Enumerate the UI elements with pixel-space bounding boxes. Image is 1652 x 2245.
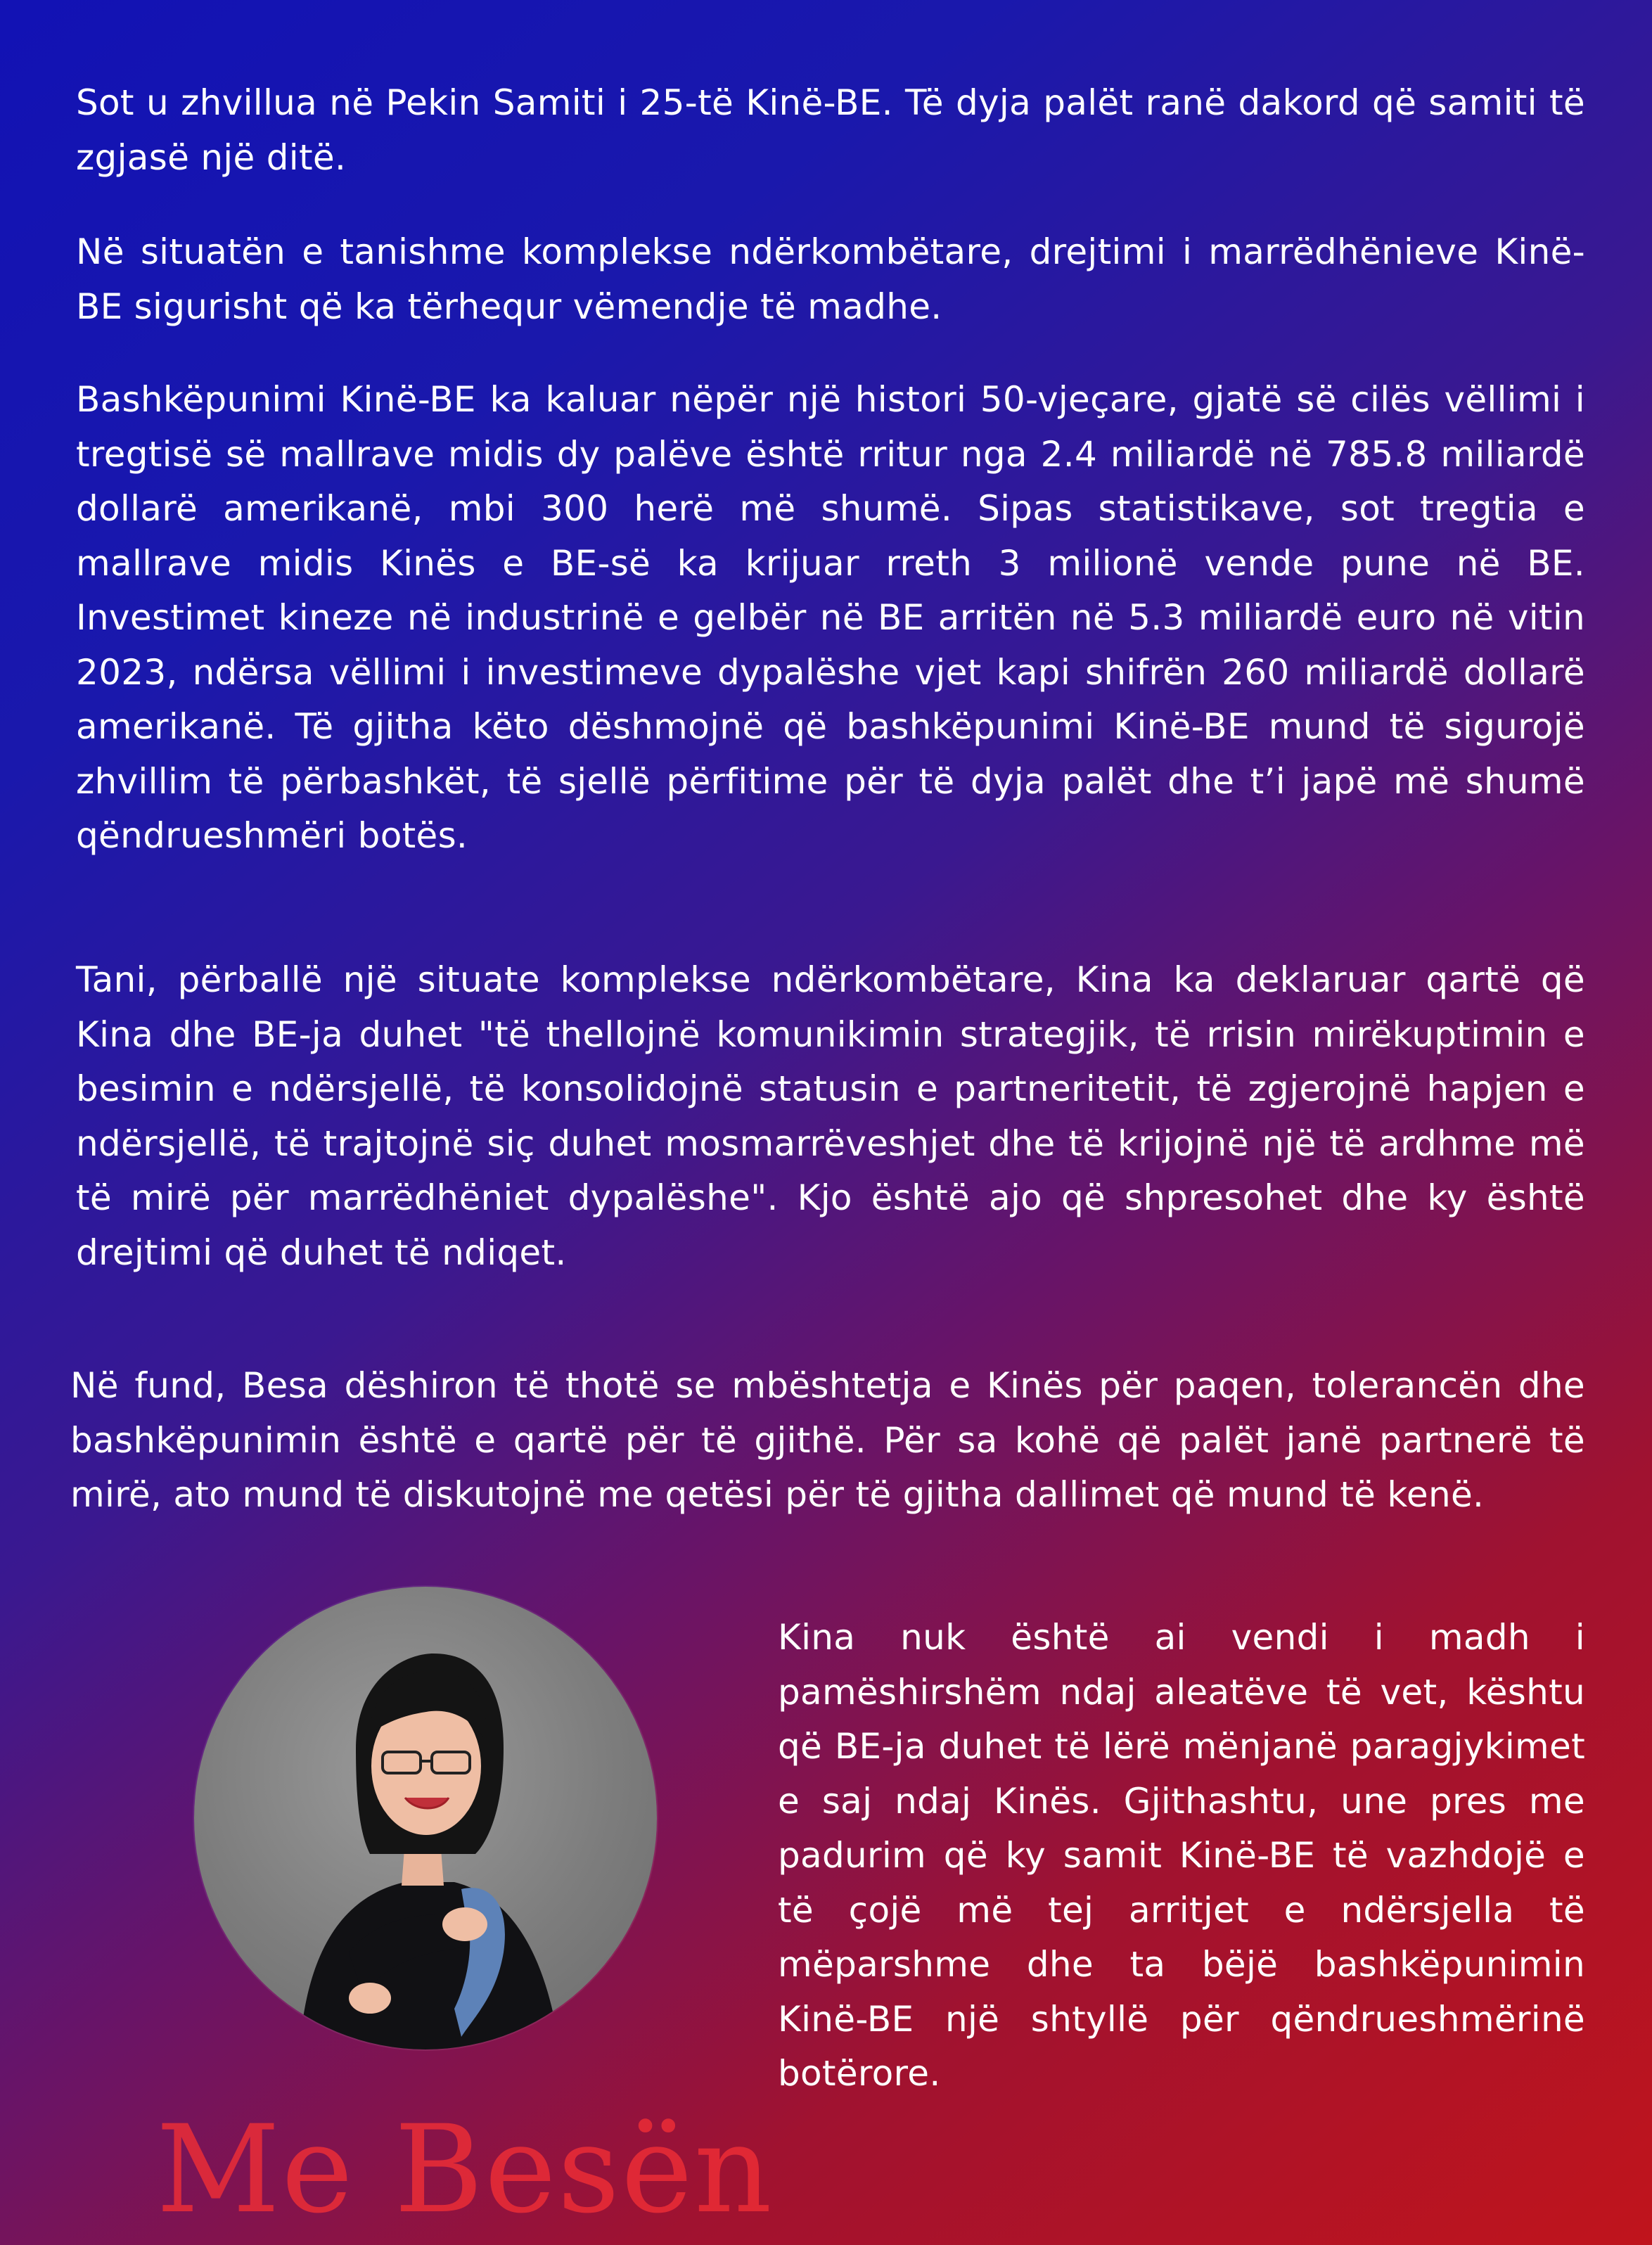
portrait-illustration <box>194 1587 657 2049</box>
author-portrait <box>194 1587 657 2049</box>
paragraph-situation: Në situatën e tanishme komplekse ndërkombëtare, drejtimi i marrëdhënieve Kinë-BE sigurisht që ka tërhequr vëmendje të madhe. <box>76 231 1585 327</box>
paragraph-cooperation-history: Bashkëpunimi Kinë-BE ka kaluar nëpër një histori 50-vjeçare, gjatë së cilës vëllimi i tregtisë së mallrave midis dy palëve është rritur nga 2.4 miliardë në 785.8 miliardë dollarë amerikanë, mbi 300 herë më shumë. Sipas statistikave, sot tregtia e mallrave midis Kinës e BE-së ka krijuar rreth 3 milionë vende pune në BE. Investimet kineze në industrinë e gelbër në BE arritën në 5.3 miliardë euro në vitin 2023, ndërsa vëllimi i investimeve dypalëshe vjet kapi shifrën 260 miliardë dollarë amerikanë. Të gjitha këto dëshmojnë që bashkëpunimi Kinë-BE mund të sigurojë zhvillim të përbashkët, të sjellë përfitime për të dyja palët dhe t’i japë më shumë qëndrueshmëri botës. <box>76 379 1585 856</box>
paragraph-intro: Sot u zhvillua në Pekin Samiti i 25-të Kinë-BE. Të dyja palët ranë dakord që samiti të zgjasë një ditë. <box>76 82 1585 178</box>
paragraph-closing-hope: Kina nuk është ai vendi i madh i pamëshirshëm ndaj aleatëve të vet, kështu që BE-ja duhet të lërë mënjanë paragjykimet e saj ndaj Kinës. Gjithashtu, une pres me padurim që ky samit Kinë-BE të vazhdojë e të çojë më tej arritjet e ndërsjella të mëparshme dhe ta bëjë bashkëpunimin Kinë-BE një shtyllë për qëndrueshmërinë botërore. <box>778 1617 1585 2094</box>
paragraph-china-position: Tani, përballë një situate komplekse ndërkombëtare, Kina ka deklaruar qartë që Kina dhe BE-ja duhet "të thellojnë komunikimin strategjik, të rrisin mirëkuptimin e besimin e ndërsjellë, të konsolidojnë statusin e partneritetit, të zgjerojnë hapjen e ndërsjellë, të trajtojnë siç duhet mosmarrëveshjet dhe të krijojnë një të ardhme më të mirë për marrëdhëniet dypalëshe". Kjo është ajo që shpresohet dhe ky është drejtimi që duhet të ndiqet. <box>76 959 1585 1273</box>
signature-watermark: Me Besën <box>156 2099 774 2240</box>
paragraph-conclusion: Në fund, Besa dëshiron të thotë se mbështetja e Kinës për paqen, tolerancën dhe bashkëpunimin është e qartë për të gjithë. Për sa kohë që palët janë partnerë të mirë, ato mund të diskutojnë me qetësi për të gjitha dallimet që mund të kenë. <box>70 1365 1585 1515</box>
